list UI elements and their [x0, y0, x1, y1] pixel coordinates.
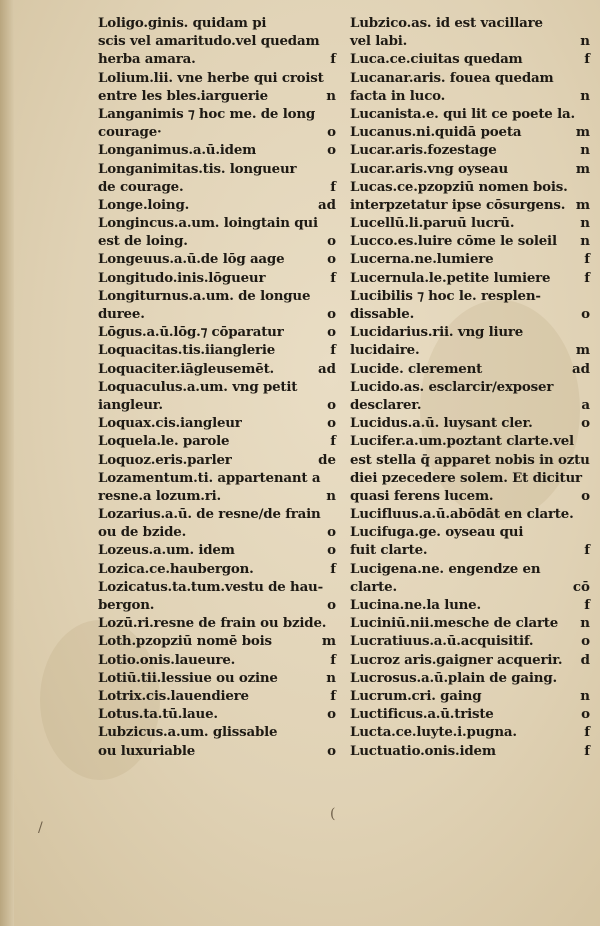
- dictionary-entry-line: [350, 287, 592, 305]
- dictionary-entry-line: [98, 341, 336, 359]
- entry-text: Lucar.aris.vng oyseau: [350, 160, 509, 177]
- dictionary-entry-line: [98, 69, 336, 87]
- dictionary-entry-line: [350, 669, 592, 687]
- entry-text: duree.: [98, 306, 145, 322]
- entry-text: Lucratiuus.a.ū.acquisitif.: [350, 633, 534, 650]
- dictionary-entry-line: [98, 196, 336, 214]
- dictionary-entry-line: [98, 269, 336, 287]
- entry-text: Langanimis ⁊ hoc me. de long: [98, 105, 316, 122]
- entry-text: Luctuatio.onis.idem: [350, 742, 496, 759]
- page-gutter-edge: [0, 0, 14, 926]
- entry-text: fuit clarte.: [350, 542, 428, 559]
- dictionary-entry-line: [350, 432, 592, 450]
- entry-text: Longitudo.inis.lōgueur: [98, 269, 266, 286]
- dictionary-entry-line: [98, 305, 336, 323]
- part-of-speech-mark: m: [575, 124, 590, 141]
- entry-text: Loquax.cis.iangleur: [98, 415, 242, 432]
- entry-text: ou luxuriable: [98, 742, 196, 759]
- part-of-speech-mark: o: [327, 251, 336, 268]
- entry-text: Lozū.ri.resne de frain ou bzide.: [98, 615, 327, 632]
- part-of-speech-mark: m: [575, 196, 590, 213]
- dictionary-entry-line: [350, 250, 592, 268]
- left-column: [98, 14, 336, 760]
- entry-text: desclarer.: [350, 396, 422, 413]
- part-of-speech-mark: f: [584, 597, 590, 613]
- dictionary-entry-line: [98, 723, 336, 741]
- entry-text: Lucco.es.luire cōme le soleil: [350, 233, 557, 250]
- dictionary-entry-line: [98, 469, 336, 487]
- dictionary-entry-line: [98, 705, 336, 723]
- dictionary-entry-line: [350, 651, 592, 669]
- entry-text: Lucido.as. esclarcir/exposer: [350, 378, 554, 395]
- dictionary-entry-line: [98, 487, 336, 505]
- dictionary-entry-line: [98, 32, 336, 50]
- entry-text: Loquaculus.a.um. vng petit: [98, 378, 298, 395]
- entry-text: iangleur.: [98, 396, 163, 413]
- dictionary-entry-line: [350, 687, 592, 705]
- entry-text: quasi ferens lucem.: [350, 487, 494, 504]
- dictionary-entry-line: [98, 523, 336, 541]
- dictionary-entry-line: [98, 250, 336, 268]
- entry-text: Longanimus.a.ū.idem: [98, 142, 257, 159]
- part-of-speech-mark: o: [327, 706, 336, 723]
- entry-text: Lucroz aris.gaigner acquerir.: [350, 651, 563, 668]
- entry-text: est de loing.: [98, 233, 188, 250]
- dictionary-entry-line: [350, 87, 592, 105]
- dictionary-entry-line: [98, 632, 336, 650]
- dictionary-entry-line: [98, 651, 336, 669]
- entry-text: est stella q̄ apparet nobis in oztu: [350, 451, 590, 468]
- entry-text: Longanimitas.tis. longueur: [98, 160, 297, 177]
- part-of-speech-mark: f: [584, 269, 590, 286]
- entry-text: Lucanista.e. qui lit ce poete la.: [350, 105, 575, 122]
- entry-text: Lucifer.a.um.poztant clarte.vel: [350, 433, 574, 450]
- part-of-speech-mark: o: [327, 124, 336, 141]
- dictionary-entry-line: [98, 87, 336, 105]
- dictionary-entry-line: [350, 396, 592, 414]
- entry-text: Lucrosus.a.ū.plain de gaing.: [350, 669, 557, 686]
- part-of-speech-mark: ad: [571, 360, 590, 377]
- dictionary-entry-line: [98, 742, 336, 760]
- dictionary-entry-line: [98, 596, 336, 614]
- dictionary-entry-line: [98, 451, 336, 469]
- entry-text: Loligo.ginis. quidam pi: [98, 15, 267, 31]
- entry-text: Lubzicus.a.um. glissable: [98, 724, 278, 741]
- entry-text: scis vel amaritudo.vel quedam: [98, 33, 320, 50]
- part-of-speech-mark: f: [330, 651, 336, 668]
- part-of-speech-mark: n: [580, 87, 590, 104]
- part-of-speech-mark: o: [327, 742, 336, 759]
- dictionary-entry-line: [98, 687, 336, 705]
- dictionary-entry-line: [350, 469, 592, 487]
- part-of-speech-mark: o: [327, 396, 336, 413]
- entry-text: entre les bles.iarguerie: [98, 87, 268, 104]
- right-column: [350, 14, 592, 760]
- part-of-speech-mark: f: [584, 251, 590, 268]
- part-of-speech-mark: n: [580, 687, 590, 704]
- entry-text: Loquoz.eris.parler: [98, 451, 232, 468]
- part-of-speech-mark: cō: [572, 578, 590, 595]
- dictionary-entry-line: [350, 360, 592, 378]
- part-of-speech-mark: o: [581, 487, 590, 504]
- dictionary-entry-line: [98, 123, 336, 141]
- part-of-speech-mark: f: [330, 51, 336, 68]
- entry-text: Lucidus.a.ū. luysant cler.: [350, 415, 533, 432]
- entry-text: Lucibilis ⁊ hoc le. resplen-: [350, 287, 541, 304]
- dictionary-entry-line: [350, 269, 592, 287]
- part-of-speech-mark: f: [330, 687, 336, 704]
- dictionary-entry-line: [350, 378, 592, 396]
- entry-text: Luciniū.nii.mesche de clarte: [350, 615, 559, 632]
- part-of-speech-mark: n: [580, 33, 590, 50]
- dictionary-entry-line: [350, 632, 592, 650]
- part-of-speech-mark: o: [581, 706, 590, 723]
- entry-text: Lozicatus.ta.tum.vestu de hau-: [98, 578, 323, 595]
- entry-text: Lucta.ce.luyte.i.pugna.: [350, 724, 517, 741]
- dictionary-entry-line: [350, 414, 592, 432]
- dictionary-entry-line: [98, 505, 336, 523]
- dictionary-entry-line: [98, 414, 336, 432]
- entry-text: clarte.: [350, 578, 397, 595]
- entry-text: Lotrix.cis.lauendiere: [98, 687, 249, 704]
- dictionary-entry-line: [98, 669, 336, 687]
- dictionary-entry-line: [350, 523, 592, 541]
- dictionary-entry-line: [98, 160, 336, 178]
- dictionary-entry-line: [350, 178, 592, 196]
- dictionary-entry-line: [350, 123, 592, 141]
- dictionary-entry-line: [350, 505, 592, 523]
- part-of-speech-mark: de: [318, 451, 336, 468]
- margin-mark-right: (: [330, 806, 336, 822]
- dictionary-entry-line: [98, 541, 336, 559]
- entry-text: lucidaire.: [350, 342, 420, 359]
- part-of-speech-mark: n: [580, 142, 590, 159]
- entry-text: Longiturnus.a.um. de longue: [98, 287, 311, 304]
- margin-mark-left: /: [38, 820, 43, 836]
- dictionary-entry-line: [350, 560, 592, 578]
- entry-text: Lucifuga.ge. oyseau qui: [350, 524, 524, 541]
- entry-text: Lozarius.a.ū. de resne/de frain: [98, 506, 321, 523]
- entry-text: Lucidarius.rii. vng liure: [350, 324, 524, 341]
- dictionary-entry-line: [98, 105, 336, 123]
- part-of-speech-mark: o: [327, 324, 336, 341]
- dictionary-entry-line: [350, 723, 592, 741]
- dictionary-entry-line: [350, 50, 592, 68]
- entry-text: Lucas.ce.pzopziū nomen bois.: [350, 178, 568, 195]
- entry-text: Lucernula.le.petite lumiere: [350, 269, 551, 286]
- part-of-speech-mark: ad: [317, 360, 336, 377]
- part-of-speech-mark: n: [326, 669, 336, 686]
- entry-text: diei pzecedere solem. Et dicitur: [350, 469, 582, 486]
- entry-text: facta in luco.: [350, 87, 446, 104]
- part-of-speech-mark: o: [581, 415, 590, 432]
- entry-text: Lōgus.a.ū.lōg.⁊ cōparatur: [98, 324, 284, 341]
- dictionary-entry-line: [350, 578, 592, 596]
- entry-text: Lucar.aris.fozestage: [350, 142, 497, 159]
- dictionary-entry-line: [98, 214, 336, 232]
- entry-text: Lotio.onis.laueure.: [98, 651, 236, 668]
- entry-text: Longe.loing.: [98, 196, 190, 213]
- entry-text: de courage.: [98, 178, 184, 195]
- part-of-speech-mark: f: [584, 51, 590, 68]
- part-of-speech-mark: m: [321, 633, 336, 650]
- dictionary-entry-line: [98, 614, 336, 632]
- dictionary-entry-line: [98, 560, 336, 578]
- part-of-speech-mark: d: [580, 651, 590, 668]
- entry-text: bergon.: [98, 597, 155, 613]
- dictionary-entry-line: [350, 141, 592, 159]
- entry-text: Loquacitas.tis.iianglerie: [98, 342, 276, 359]
- entry-text: Lucifluus.a.ū.abōdāt en clarte.: [350, 506, 574, 523]
- part-of-speech-mark: o: [327, 306, 336, 322]
- entry-text: Longeuus.a.ū.de lōg aage: [98, 251, 285, 268]
- part-of-speech-mark: o: [327, 233, 336, 250]
- part-of-speech-mark: f: [330, 433, 336, 450]
- entry-text: dissable.: [350, 306, 415, 322]
- dictionary-entry-line: [350, 341, 592, 359]
- part-of-speech-mark: o: [581, 633, 590, 650]
- dictionary-entry-line: [350, 596, 592, 614]
- dictionary-entry-line: [350, 32, 592, 50]
- part-of-speech-mark: n: [580, 215, 590, 232]
- entry-text: Loquela.le. parole: [98, 433, 230, 450]
- entry-text: Luctificus.a.ū.triste: [350, 706, 494, 723]
- entry-text: vel labi.: [350, 33, 408, 50]
- dictionary-entry-line: [350, 614, 592, 632]
- dictionary-entry-line: [350, 160, 592, 178]
- dictionary-entry-line: [350, 196, 592, 214]
- entry-text: Longincus.a.um. loingtain qui: [98, 215, 318, 232]
- entry-text: Lucanus.ni.quidā poeta: [350, 124, 522, 141]
- entry-text: Luca.ce.ciuitas quedam: [350, 51, 523, 68]
- part-of-speech-mark: n: [580, 233, 590, 250]
- part-of-speech-mark: m: [575, 342, 590, 359]
- part-of-speech-mark: m: [575, 160, 590, 177]
- dictionary-entry-line: [98, 578, 336, 596]
- part-of-speech-mark: f: [584, 724, 590, 741]
- part-of-speech-mark: o: [327, 524, 336, 541]
- entry-text: Lucerna.ne.lumiere: [350, 251, 494, 268]
- dictionary-entry-line: [350, 742, 592, 760]
- part-of-speech-mark: ad: [317, 196, 336, 213]
- dictionary-entry-line: [350, 541, 592, 559]
- entry-text: Lucrum.cri. gaing: [350, 687, 482, 704]
- dictionary-entry-line: [98, 396, 336, 414]
- dictionary-entry-line: [350, 705, 592, 723]
- dictionary-entry-line: [350, 451, 592, 469]
- entry-text: Lubzico.as. id est vacillare: [350, 15, 543, 31]
- part-of-speech-mark: n: [326, 487, 336, 504]
- entry-text: ou de bzide.: [98, 524, 187, 541]
- entry-text: herba amara.: [98, 51, 196, 68]
- part-of-speech-mark: f: [584, 542, 590, 559]
- dictionary-entry-line: [350, 232, 592, 250]
- entry-text: Lozica.ce.haubergon.: [98, 560, 254, 577]
- part-of-speech-mark: o: [327, 415, 336, 432]
- dictionary-entry-line: [98, 287, 336, 305]
- dictionary-entry-line: [98, 360, 336, 378]
- dictionary-entry-line: [350, 305, 592, 323]
- dictionary-entry-line: [350, 69, 592, 87]
- part-of-speech-mark: f: [330, 560, 336, 577]
- entry-text: Lucellū.li.paruū lucrū.: [350, 215, 515, 232]
- dictionary-entry-line: [98, 178, 336, 196]
- entry-text: Loquaciter.iāgleusemēt.: [98, 360, 275, 377]
- dictionary-entry-line: [98, 141, 336, 159]
- dictionary-entry-line: [98, 14, 336, 32]
- dictionary-entry-line: [98, 432, 336, 450]
- part-of-speech-mark: f: [330, 342, 336, 359]
- dictionary-entry-line: [350, 487, 592, 505]
- part-of-speech-mark: o: [327, 142, 336, 159]
- part-of-speech-mark: f: [330, 178, 336, 195]
- dictionary-entry-line: [350, 14, 592, 32]
- part-of-speech-mark: o: [581, 306, 590, 322]
- part-of-speech-mark: a: [581, 396, 590, 413]
- dictionary-entry-line: [98, 323, 336, 341]
- entry-text: Lotus.ta.tū.laue.: [98, 706, 218, 723]
- dictionary-entry-line: [98, 232, 336, 250]
- entry-text: Lotiū.tii.lessiue ou ozine: [98, 669, 278, 686]
- dictionary-entry-line: [350, 323, 592, 341]
- part-of-speech-mark: f: [330, 269, 336, 286]
- entry-text: courage·: [98, 124, 162, 141]
- entry-text: interpzetatur ipse cōsurgens.: [350, 196, 566, 213]
- dictionary-entry-line: [98, 50, 336, 68]
- part-of-speech-mark: n: [580, 615, 590, 632]
- entry-text: Lucigena.ne. engendze en: [350, 560, 541, 577]
- entry-text: Lucide. clerement: [350, 360, 483, 377]
- entry-text: Lucina.ne.la lune.: [350, 597, 481, 613]
- entry-text: resne.a lozum.ri.: [98, 487, 221, 504]
- entry-text: Lolium.lii. vne herbe qui croist: [98, 69, 324, 86]
- part-of-speech-mark: o: [327, 597, 336, 613]
- entry-text: Lozeus.a.um. idem: [98, 542, 235, 559]
- dictionary-entry-line: [98, 378, 336, 396]
- entry-text: Loth.pzopziū nomē bois: [98, 633, 272, 650]
- part-of-speech-mark: n: [326, 87, 336, 104]
- entry-text: Lucanar.aris. fouea quedam: [350, 69, 554, 86]
- dictionary-entry-line: [350, 105, 592, 123]
- part-of-speech-mark: o: [327, 542, 336, 559]
- part-of-speech-mark: f: [584, 742, 590, 759]
- dictionary-entry-line: [350, 214, 592, 232]
- entry-text: Lozamentum.ti. appartenant a: [98, 469, 321, 486]
